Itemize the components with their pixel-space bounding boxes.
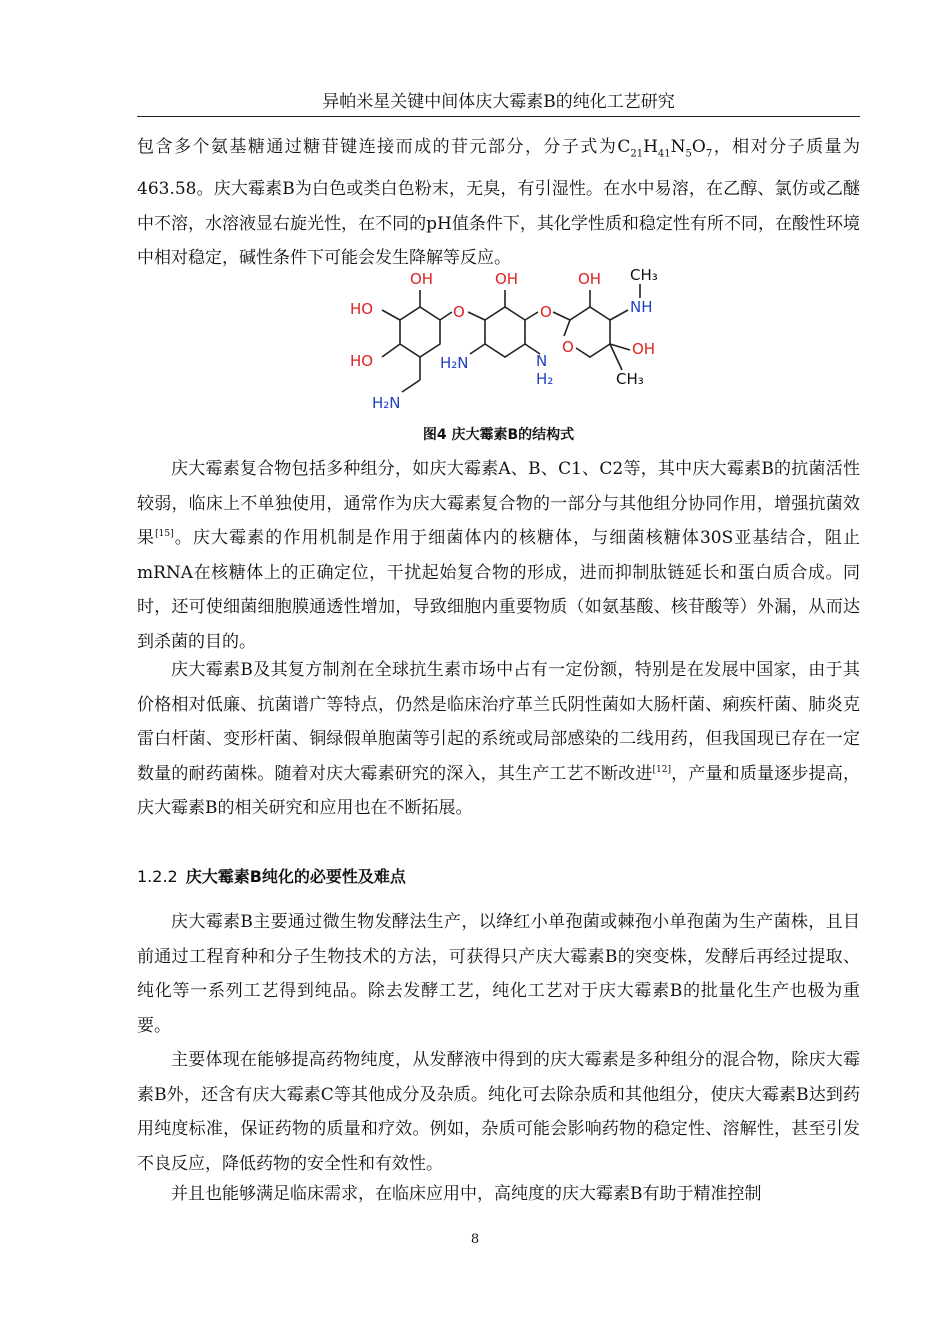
- gentamicin-b-structure: [340, 262, 680, 422]
- o-link-label-2: O: [540, 303, 552, 321]
- nh2-label-c: N: [536, 352, 548, 370]
- o-ring-label: O: [562, 338, 574, 356]
- oh-label-1: OH: [410, 270, 434, 288]
- section-heading: [137, 862, 860, 892]
- section-number: 1.2.2: [137, 867, 178, 886]
- oh-label-3: OH: [578, 270, 602, 288]
- paragraph-3: 庆大霉素B主要通过微生物发酵法生产，以绛红小单孢菌或棘孢小单孢菌为生产菌株，且目前通过工程育种和分子生物技术的方法，可获得只产庆大霉素B的突变株，发酵后再经过提取、纯化等一系列工艺得到纯品。除去发酵工艺，纯化工艺对于庆大霉素B的批量化生产也极为重要。: [137, 912, 860, 1036]
- o-link-label-1: O: [453, 303, 465, 321]
- running-header: 异帕米星关键中间体庆大霉素B的纯化工艺研究: [137, 82, 860, 117]
- oh-label-4: OH: [632, 340, 656, 358]
- ho-label-1: HO: [350, 300, 374, 318]
- paragraph-1: 庆大霉素复合物包括多种组分，如庆大霉素A、B、C1、C2等，其中庆大霉素B的抗菌活性较弱，临床上不单独使用，通常作为庆大霉素复合物的一部分与其他组分协同作用，增强抗菌效果[15]。庆大霉素的作用机制是作用于细菌体内的核糖体，与细菌核糖体30S亚基结合，阻止mRNA在核糖体上的正确定位，干扰起始复合物的形成，进而抑制肽链延长和蛋白质合成。同时，还可使细菌细胞膜通透性增加，导致细胞内重要物质（如氨基酸、核苷酸等）外漏，从而达到杀菌的目的。: [137, 459, 861, 652]
- intro-paragraph: [137, 130, 860, 276]
- paragraph-2: 庆大霉素B及其复方制剂在全球抗生素市场中占有一定份额，特别是在发展中国家，由于其价格相对低廉、抗菌谱广等特点，仍然是临床治疗革兰氏阴性菌如大肠杆菌、痢疾杆菌、肺炎克雷白杆菌、变形杆菌、铜绿假单胞菌等引起的系统或局部感染的二线用药，但我国现已存在一定数量的耐药菌株。随着对庆大霉素研究的深入，其生产工艺不断改进[12]，产量和质量逐步提高，庆大霉素B的相关研究和应用也在不断拓展。: [137, 660, 861, 819]
- nh2-label-c-sub: H₂: [536, 370, 554, 388]
- oh-label-2: OH: [495, 270, 519, 288]
- ch3-label-bottom: CH₃: [616, 370, 644, 388]
- citation-12: [12]: [652, 764, 671, 775]
- intro-text-1: 包含多个氨基糖通过糖苷键连接而成的苷元部分，分子式为: [137, 137, 618, 157]
- intro-text-2: ，相对分子质量为463.58。庆大霉素B为白色或类白色粉末，无臭，有引湿性。在水中易溶，在乙醇、氯仿或乙醚中不溶，水溶液显右旋光性，在不同的pH值条件下，其化学性质和稳定性有所不同，在酸性环境中相对稳定，碱性条件下可能会发生降解等反应。: [137, 137, 861, 269]
- molecular-formula: $C_{21}H_{41}N_5O_7$: [617, 137, 713, 160]
- nh2-label-b: H₂N: [440, 354, 469, 372]
- paragraph-5: 并且也能够满足临床需求，在临床应用中，高纯度的庆大霉素B有助于精准控制: [171, 1184, 762, 1204]
- section-title: 庆大霉素B纯化的必要性及难点: [185, 867, 406, 886]
- paragraph-4: 主要体现在能够提高药物纯度，从发酵液中得到的庆大霉素是多种组分的混合物，除庆大霉素B外，还含有庆大霉素C等其他成分及杂质。纯化可去除杂质和其他组分，使庆大霉素B达到药用纯度标准，保证药物的质量和疗效。例如，杂质可能会影响药物的稳定性、溶解性，甚至引发不良反应，降低药物的安全性和有效性。: [137, 1050, 860, 1174]
- ch3-label-top: CH₃: [630, 266, 658, 284]
- figure-caption: 图4 庆大霉素B的结构式: [422, 427, 575, 443]
- ho-label-2: HO: [350, 352, 374, 370]
- citation-15: [15]: [155, 529, 174, 540]
- page-number: 8: [470, 1232, 480, 1247]
- nh2-label-a: H₂N: [372, 394, 401, 412]
- structure-figure: [340, 262, 680, 422]
- nh-label: NH: [630, 298, 653, 316]
